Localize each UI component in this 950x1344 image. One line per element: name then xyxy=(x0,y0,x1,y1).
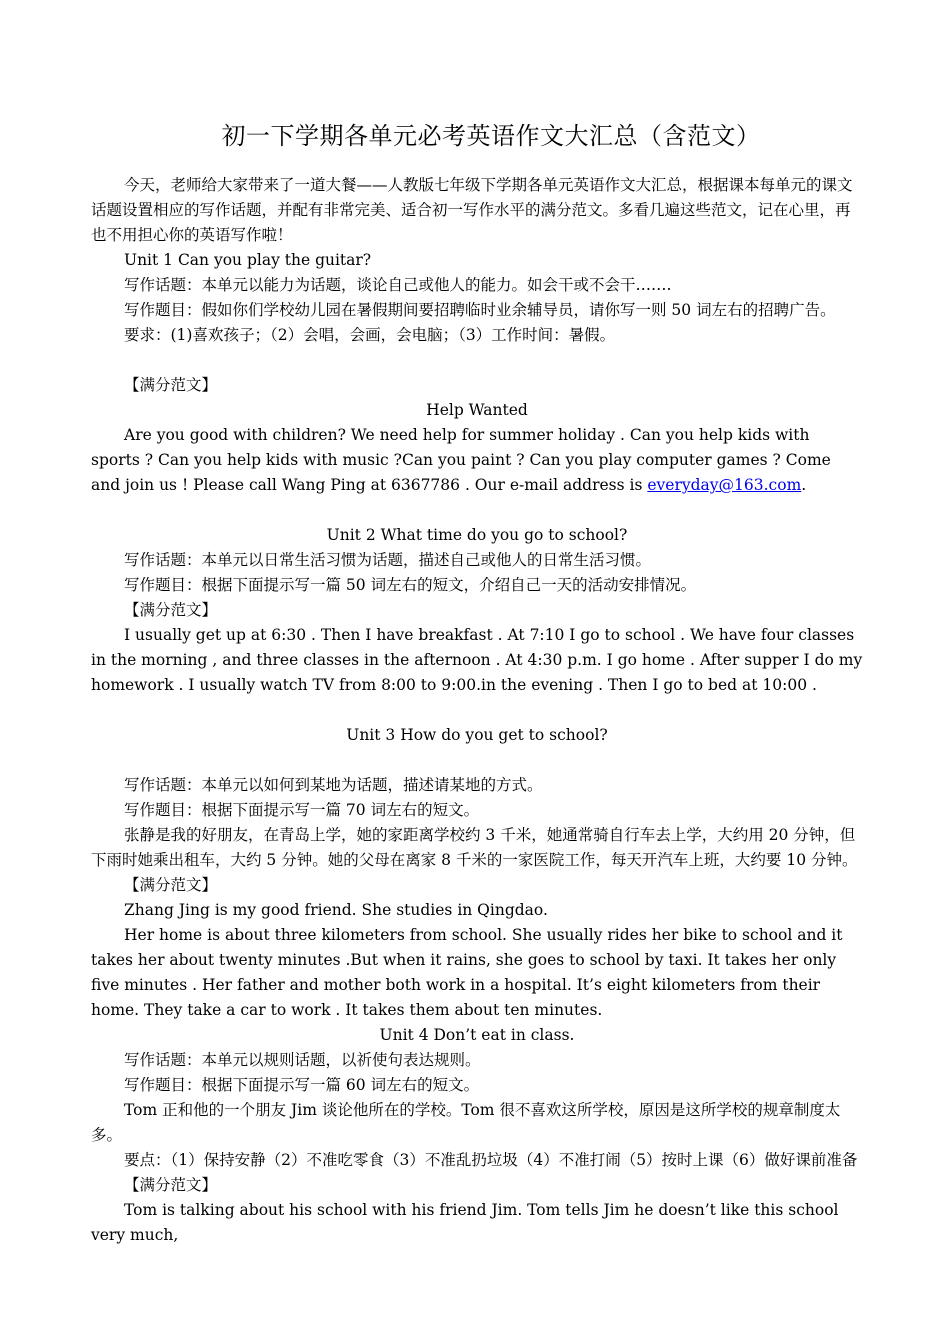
intro-paragraph: 今天，老师给大家带来了一道大餐——人教版七年级下学期各单元英语作文大汇总，根据课本每单元的课文话题设置相应的写作话题，并配有非常完美、适合初一写作水平的满分范文。多看几遍这些范文，记在心里，再也不用担心你的英语写作啦！ xyxy=(91,176,853,244)
document-title: 初一下学期各单元必考英语作文大汇总（含范文） xyxy=(221,122,761,150)
unit2-task: 写作题目：根据下面提示写一篇 50 词左右的短文，介绍自己一天的活动安排情况。 xyxy=(124,576,697,594)
unit4-prompt: Tom 正和他的一个朋友 Jim 谈论他所在的学校。Tom 很不喜欢这所学校，原因是这所学校的规章制度太多。 xyxy=(91,1101,841,1144)
unit4-heading: Unit 4 Don’t eat in class. xyxy=(379,1026,575,1044)
unit3-prompt: 张静是我的好朋友，在青岛上学，她的家距离学校约 3 千米，她通常骑自行车去上学，大约用 20 分钟，但下雨时她乘出租车，大约 5 分钟。她的父母在离家 8 千米的一家医院工作，每天开汽车上班，大约要 10 分钟。 xyxy=(91,826,858,869)
spacer xyxy=(91,698,863,723)
spacer xyxy=(91,498,863,523)
unit3-essay-p2: Her home is about three kilometers from school. She usually rides her bike to school and it takes her about twenty minutes .But when it rains, she goes to school by taxi. It takes her only five minutes . Her father and mother both work in a hospital. It’s eight kilometers from their home. They take a car to work . It takes them about ten minutes. xyxy=(91,926,843,1019)
unit1-task: 写作题目：假如你们学校幼儿园在暑假期间要招聘临时业余辅导员，请你写一则 50 词左右的招聘广告。 xyxy=(124,301,836,319)
document-body xyxy=(91,173,863,1248)
unit1-essay-title: Help Wanted xyxy=(426,401,528,419)
spacer xyxy=(91,348,863,373)
unit4-essay: Tom is talking about his school with his friend Jim. Tom tells Jim he doesn’t like this school very much, xyxy=(91,1201,839,1244)
unit2-essay: I usually get up at 6:30 . Then I have breakfast . At 7:10 I go to school . We have four classes in the morning , and three classes in the afternoon . At 4:30 p.m. I go home . After supper I do my homework . I usually watch TV from 8:00 to 9:00.in the evening . Then I go to bed at 10:00 . xyxy=(91,626,863,694)
unit4-topic: 写作话题：本单元以规则话题，以祈使句表达规则。 xyxy=(124,1051,481,1069)
unit4-model-label: 【满分范文】 xyxy=(124,1176,218,1194)
unit4-task: 写作题目：根据下面提示写一篇 60 词左右的短文。 xyxy=(124,1076,480,1094)
spacer xyxy=(91,748,863,773)
unit2-model-label: 【满分范文】 xyxy=(124,601,218,619)
unit1-topic: 写作话题：本单元以能力为话题，谈论自己或他人的能力。如会干或不会干……. xyxy=(124,276,672,294)
unit3-model-label: 【满分范文】 xyxy=(124,876,218,894)
unit1-heading: Unit 1 Can you play the guitar? xyxy=(124,251,372,269)
unit3-essay-p1: Zhang Jing is my good friend. She studies in Qingdao. xyxy=(124,901,548,919)
unit4-points: 要点：（1）保持安静（2）不准吃零食（3）不准乱扔垃圾（4）不准打闹（5）按时上课（6）做好课前准备 xyxy=(124,1151,858,1169)
unit1-essay xyxy=(91,423,863,498)
unit3-topic: 写作话题：本单元以如何到某地为话题，描述请某地的方式。 xyxy=(124,776,543,794)
unit1-model-label: 【满分范文】 xyxy=(124,376,218,394)
unit1-requirements: 要求：(1)喜欢孩子；（2）会唱，会画，会电脑；（3）工作时间：暑假。 xyxy=(124,326,616,344)
unit1-essay-text: Are you good with children? We need help for summer holiday . Can you help kids with sports ? Can you help kids with music ?Can you paint ? Can you play computer games ? Come and join us ! Please call Wang Ping at 6367786 . Our e-mail address is xyxy=(91,426,831,494)
email-link[interactable]: everyday@163.com xyxy=(647,476,802,494)
unit3-heading: Unit 3 How do you get to school? xyxy=(346,726,608,744)
unit2-heading: Unit 2 What time do you go to school? xyxy=(326,526,628,544)
unit3-task: 写作题目：根据下面提示写一篇 70 词左右的短文。 xyxy=(124,801,480,819)
unit1-essay-end: . xyxy=(801,476,807,494)
unit2-topic: 写作话题：本单元以日常生活习惯为话题，描述自己或他人的日常生活习惯。 xyxy=(124,551,652,569)
